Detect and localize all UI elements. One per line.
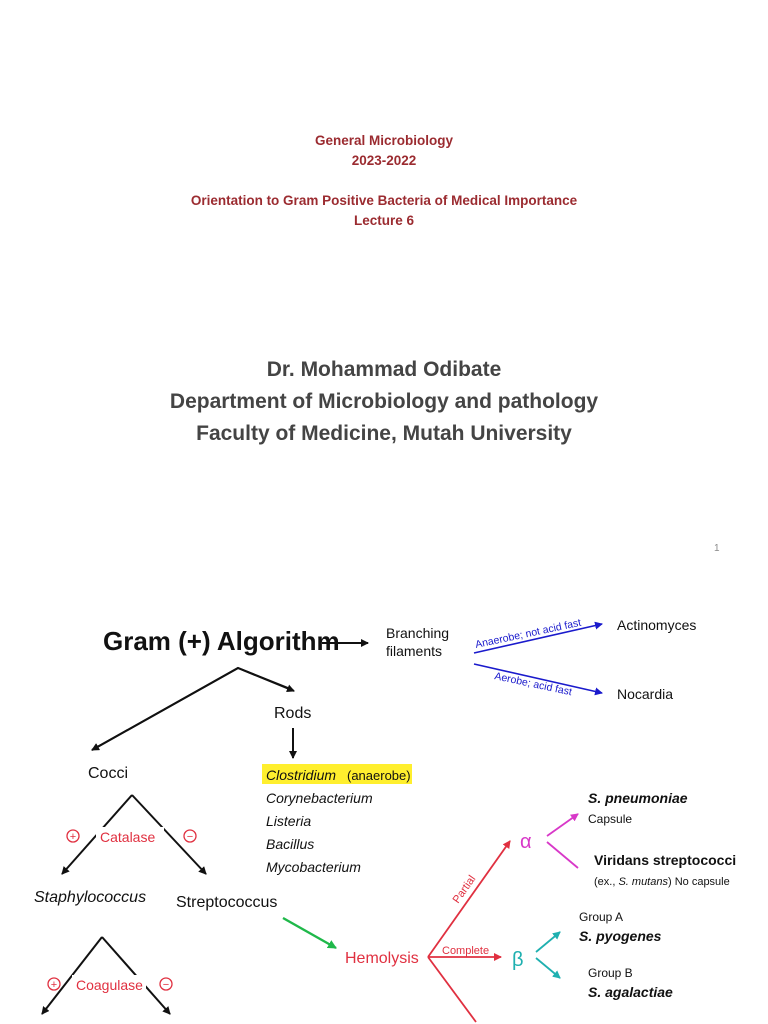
coagulase-minus: − bbox=[162, 979, 170, 991]
to-rods-arrow bbox=[238, 668, 294, 691]
beta-symbol: β bbox=[512, 949, 524, 971]
rod-mycobacterium: Mycobacterium bbox=[266, 859, 361, 875]
group-b-label: Group B bbox=[588, 966, 633, 980]
coagulase-label: Coagulase bbox=[76, 977, 143, 993]
course-heading bbox=[0, 131, 768, 171]
viridans-note-prefix: (ex., bbox=[594, 876, 619, 888]
partial-label: Partial bbox=[450, 873, 479, 906]
cocci-label: Cocci bbox=[88, 765, 129, 782]
viridans-note-species: S. mutans bbox=[618, 876, 668, 888]
to-cocci-arrow bbox=[92, 668, 238, 750]
viridans-note-suffix: ) No capsule bbox=[667, 876, 730, 888]
rod-corynebacterium: Corynebacterium bbox=[266, 790, 373, 806]
academic-year: 2023-2022 bbox=[351, 153, 417, 168]
streptococcus-label: Streptococcus bbox=[176, 894, 278, 911]
lecture-heading bbox=[0, 191, 768, 231]
clostridium-note: (anaerobe) bbox=[347, 768, 411, 783]
algorithm-title: Gram (+) Algorithm bbox=[103, 626, 340, 656]
hemolysis-label: Hemolysis bbox=[345, 950, 419, 967]
course-name: General Microbiology bbox=[314, 133, 454, 148]
s-pyogenes-label: S. pyogenes bbox=[579, 928, 662, 944]
capsule-label: Capsule bbox=[588, 812, 633, 826]
author-name: Dr. Mohammad Odibate bbox=[266, 358, 502, 381]
alpha-symbol: α bbox=[520, 831, 532, 853]
page-number: 1 bbox=[714, 543, 720, 554]
lecture-topic: Orientation to Gram Positive Bacteria of Medical Importance bbox=[190, 193, 578, 208]
nocardia-label: Nocardia bbox=[617, 686, 674, 702]
beta-to-group-a-arrow bbox=[536, 932, 560, 952]
catalase-plus: + bbox=[69, 831, 77, 843]
author-department: Department of Microbiology and pathology bbox=[169, 390, 599, 413]
alpha-to-viridans-line bbox=[547, 842, 578, 868]
complete-label: Complete bbox=[442, 945, 490, 957]
rod-listeria: Listeria bbox=[266, 813, 312, 829]
catalase-label: Catalase bbox=[100, 829, 156, 845]
clostridium-label: Clostridium bbox=[266, 767, 337, 783]
anaerobe-label: Anaerobe; not acid fast bbox=[474, 616, 583, 651]
staphylococcus-label: Staphylococcus bbox=[34, 889, 147, 906]
viridans-note bbox=[594, 876, 730, 888]
beta-to-group-b-arrow bbox=[536, 958, 560, 978]
coagulase-plus: + bbox=[50, 979, 58, 991]
catalase-minus: − bbox=[186, 831, 194, 843]
s-pneumoniae-label: S. pneumoniae bbox=[588, 790, 688, 806]
rods-label: Rods bbox=[274, 705, 312, 722]
no-hemolysis-arrow bbox=[428, 957, 476, 1022]
alpha-to-pneumoniae-arrow bbox=[547, 814, 578, 836]
cocci-rods-split-lines bbox=[92, 668, 293, 750]
partial-hemolysis-arrow bbox=[428, 841, 510, 957]
rod-bacillus: Bacillus bbox=[266, 836, 315, 852]
author-faculty: Faculty of Medicine, Mutah University bbox=[196, 422, 572, 445]
group-a-label: Group A bbox=[579, 910, 624, 924]
s-agalactiae-label: S. agalactiae bbox=[588, 984, 673, 1000]
lecture-number: Lecture 6 bbox=[353, 213, 415, 228]
author-block bbox=[0, 354, 768, 450]
actinomyces-label: Actinomyces bbox=[617, 617, 697, 633]
algorithm-slide bbox=[0, 596, 768, 1024]
branching-label-line2: filaments bbox=[386, 643, 443, 659]
branching-label-line1: Branching bbox=[386, 625, 450, 641]
gram-positive-algorithm-diagram bbox=[0, 596, 768, 1024]
viridans-label: Viridans streptococci bbox=[594, 852, 737, 868]
aerobe-label: Aerobe; acid fast bbox=[493, 670, 573, 699]
strep-to-hemolysis-arrow bbox=[283, 918, 336, 948]
